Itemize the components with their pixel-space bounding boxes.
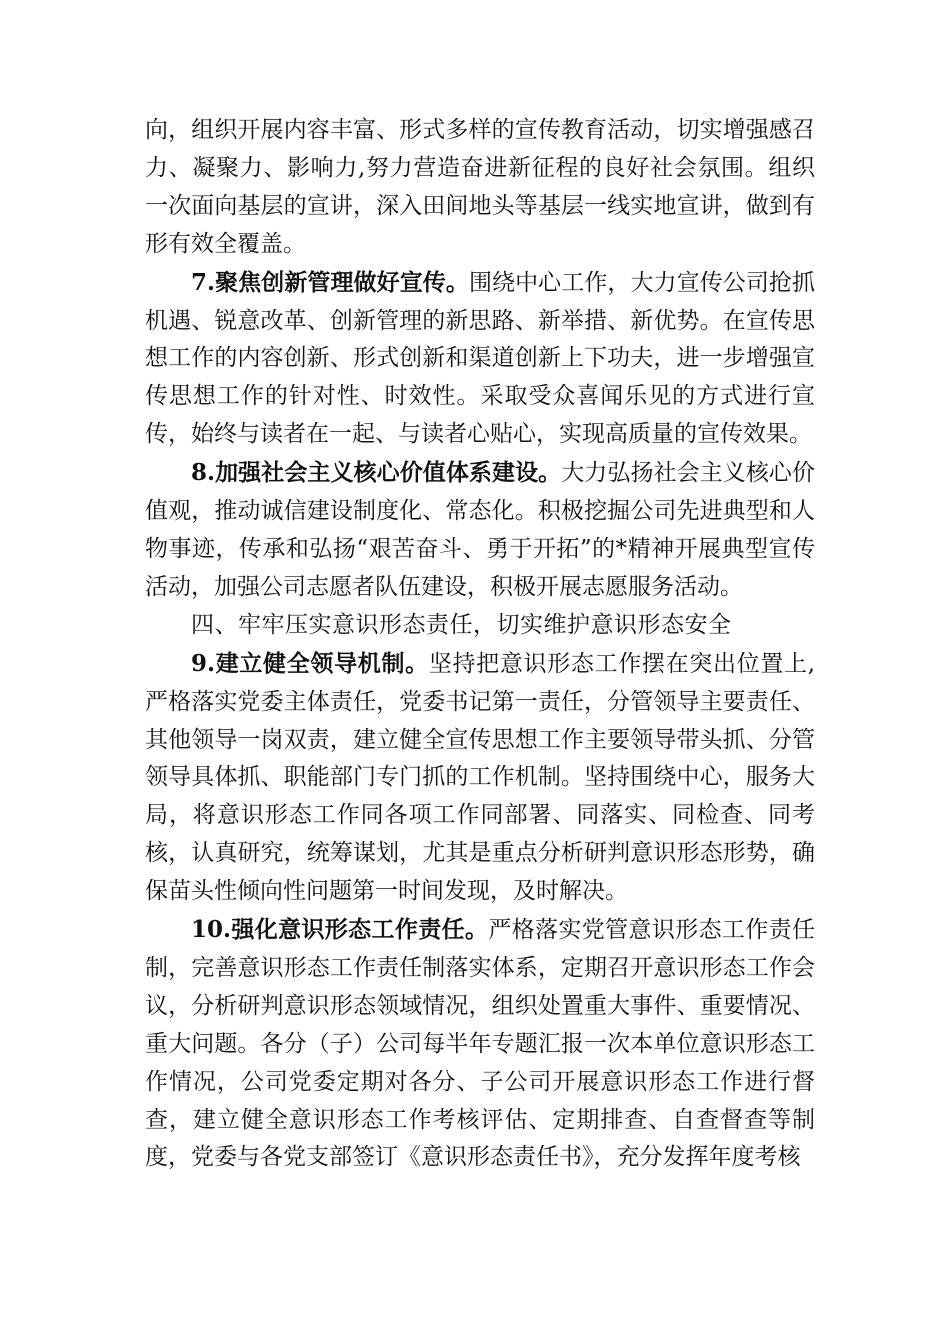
section-heading-text: 四、牢牢压实意识形态责任，切实维护意识形态安全 [191, 611, 732, 638]
item-10-text: 严格落实党管意识形态工作责任制，完善意识形态工作责任制落实体系，定期召开意识形态工作会议，分析研判意识形态领域情况，组织处置重大事件、重要情况、重大问题。各分（子）公司每半年专题汇报一次本单位意识形态工作情况，公司党委定期对各分、子公司开展意识形态工作进行督查，建立健全意识形态工作考核评估、定期排查、自查督查等制度，党委与各党支部签订《意识形态责任书》，充分发挥年度考核 [145, 917, 815, 1171]
item-9-lead: 9.建立健全领导机制。 [191, 649, 429, 677]
paragraph-item-7 [145, 264, 815, 455]
item-7-text: 围绕中心工作，大力宣传公司抢抓机遇、锐意改革、创新管理的新思路、新举措、新优势。在宣传思想工作的内容创新、形式创新和渠道创新上下功夫，进一步增强宣传思想工作的针对性、时效性。采取受众喜闻乐见的方式进行宣传，始终与读者在一起、与读者心贴心，实现高质量的宣传效果。 [145, 269, 816, 448]
section-heading [145, 607, 815, 645]
item-8-lead: 8.加强社会主义核心价值体系建设。 [191, 459, 562, 487]
item-10-lead: 10.强化意识形态工作责任。 [191, 916, 489, 944]
item-8-text: 大力弘扬社会主义核心价值观，推动诚信建设制度化、常态化。积极挖掘公司先进典型和人物事迹，传承和弘扬“艰苦奋斗、勇于开拓”的*精神开展典型宣传活动，加强公司志愿者队伍建设，积极开展志愿服务活动。 [145, 460, 815, 600]
paragraph-item-10 [145, 911, 815, 1177]
paragraph-item-9 [145, 645, 815, 911]
paragraph-item-8 [145, 454, 815, 607]
paragraph-text: 向，组织开展内容丰富、形式多样的宣传教育活动，切实增强感召力、凝聚力、影响力,努力营造奋进新征程的良好社会氛围。组织一次面向基层的宣讲，深入田间地头等基层一线实地宣讲，做到有形有效全覆盖。 [145, 117, 815, 257]
item-7-lead: 7.聚焦创新管理做好宣传。 [191, 268, 469, 296]
paragraph-continuation [145, 112, 815, 264]
document-page [145, 112, 815, 1177]
item-9-text: 坚持把意识形态工作摆在突出位置上,严格落实党委主体责任，党委书记第一责任，分管领导主要责任、其他领导一岗双责，建立健全宣传思想工作主要领导带头抓、分管领导具体抓、职能部门专门抓的工作机制。坚持围绕中心，服务大局，将意识形态工作同各项工作同部署、同落实、同检查、同考核，认真研究，统筹谋划，尤其是重点分析研判意识形态形势，确保苗头性倾向性问题第一时间发现，及时解决。 [145, 650, 815, 905]
